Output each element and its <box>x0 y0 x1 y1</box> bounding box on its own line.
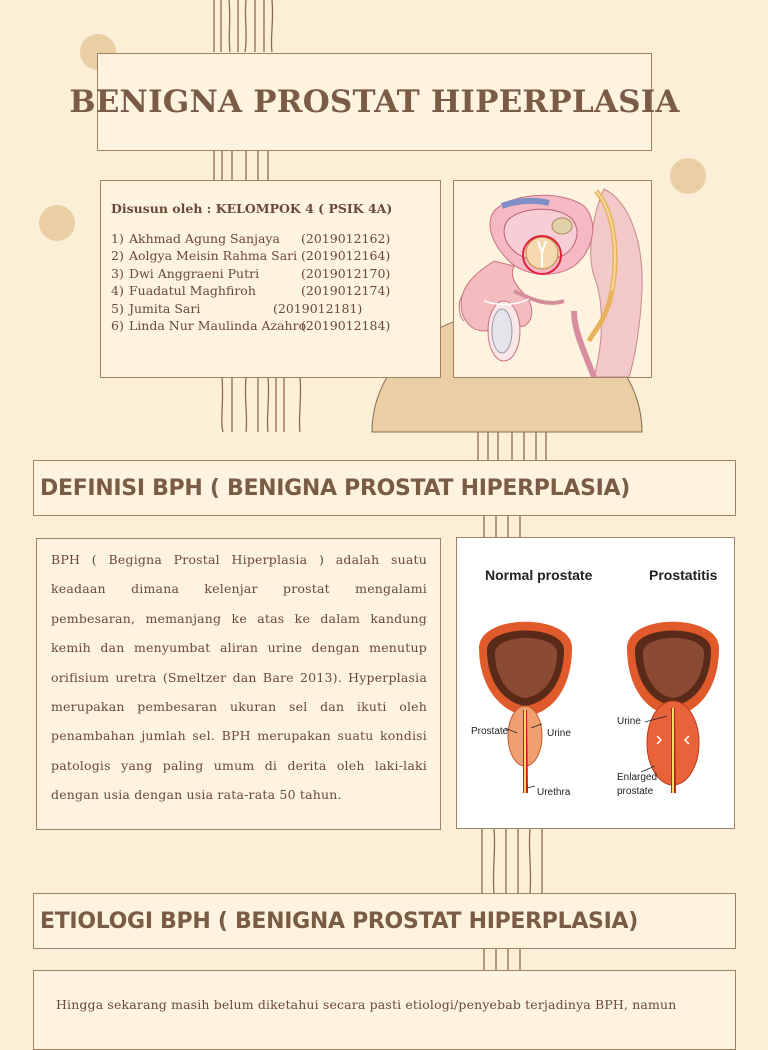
thread-lines-top <box>214 0 273 52</box>
member-id: (2019012181) <box>273 300 363 316</box>
member-number: 2) <box>111 248 124 264</box>
member-id: (2019012184) <box>301 317 391 333</box>
label-urine-right: Urine <box>617 716 641 727</box>
circle-ornament <box>39 205 75 241</box>
member-id: (2019012170) <box>301 265 391 281</box>
definisi-text-box <box>36 538 441 830</box>
etiologi-heading-box <box>33 893 736 949</box>
list-item <box>111 317 430 334</box>
member-id: (2019012162) <box>301 231 391 246</box>
team-lead: Disusun oleh : KELOMPOK 4 ( PSIK 4A) <box>111 201 393 216</box>
label-urethra: Urethra <box>537 787 571 798</box>
prostate-comparison-image <box>457 538 734 828</box>
list-item <box>111 230 430 247</box>
prostate-diagram <box>456 537 735 829</box>
normal-prostate-title: Normal prostate <box>485 567 593 583</box>
section-heading-definisi: DEFINISI BPH ( BENIGNA PROSTAT HIPERPLASIA) <box>40 475 630 501</box>
member-name: Akhmad Agung Sanjaya <box>129 231 280 246</box>
member-list <box>111 230 430 334</box>
anatomy-illustration <box>453 180 652 378</box>
member-number: 4) <box>111 283 124 299</box>
circle-ornament <box>670 158 706 194</box>
section-heading-etiologi: ETIOLOGI BPH ( BENIGNA PROSTAT HIPERPLASIA) <box>40 908 638 934</box>
prostatitis-title: Prostatitis <box>649 567 718 583</box>
member-id: (2019012174) <box>301 283 391 299</box>
label-enlarged: Enlarged <box>617 772 658 783</box>
member-number: 6) <box>111 317 124 333</box>
label-enlarged-prostate: prostate <box>617 786 654 797</box>
member-name: Jumita Sari <box>129 300 201 316</box>
member-number: 3) <box>111 265 124 281</box>
member-name: Fuadatul Maghfiroh <box>129 283 256 299</box>
team-box <box>100 180 441 378</box>
member-id: (2019012164) <box>301 248 391 264</box>
label-prostate: Prostate <box>471 726 509 737</box>
list-item <box>111 265 430 282</box>
title-box <box>69 53 680 151</box>
member-name: Linda Nur Maulinda Azahro <box>129 317 307 333</box>
etiologi-text-box <box>33 970 736 1050</box>
member-name: Aolgya Meisin Rahma Sari <box>129 248 298 264</box>
definisi-heading-box <box>33 460 736 516</box>
pelvis-anatomy-image <box>454 181 651 377</box>
list-item <box>111 282 430 299</box>
page-title: BENIGNA PROSTAT HIPERPLASIA <box>69 84 680 120</box>
member-number: 5) <box>111 300 124 316</box>
list-item <box>111 300 430 317</box>
definisi-body: BPH ( Begigna Prostal Hiperplasia ) adalah suatu keadaan dimana kelenjar prostat mengalami pembesaran, memanjang ke atas ke dalam kandung kemih dan menyumbat aliran urine dengan menutup orifisium uretra (Smeltzer dan Bare 2013). Hyperplasia merupakan pembesaran ukuran sel dan ikuti oleh penambahan jumlah sel. BPH merupakan suatu kondisi patologis yang paling umum di derita oleh laki-laki dengan usia dengan usia rata-rata 50 tahun. <box>51 552 427 803</box>
member-name: Dwi Anggraeni Putri <box>129 265 260 281</box>
etiologi-body: Hingga sekarang masih belum diketahui secara pasti etiologi/penyebab terjadinya BPH, namun <box>56 997 677 1012</box>
member-number: 1) <box>111 231 124 246</box>
list-item <box>111 247 430 264</box>
label-urine-left: Urine <box>547 728 571 739</box>
